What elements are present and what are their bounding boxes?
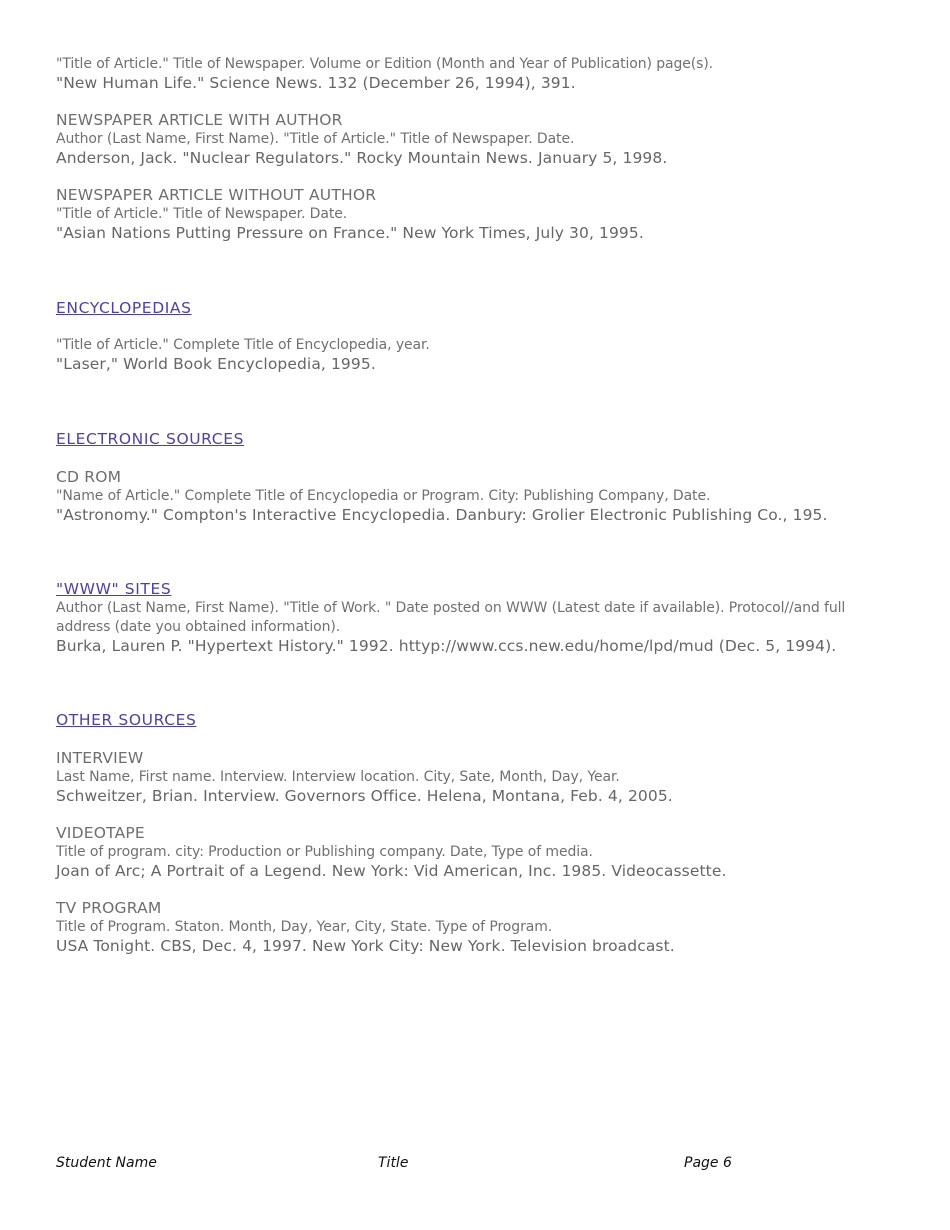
example-line: Schweitzer, Brian. Interview. Governors Office. Helena, Montana, Feb. 4, 2005. xyxy=(56,787,673,805)
electronic-sources-section xyxy=(56,430,886,449)
section-heading-encyclopedias: ENCYCLOPEDIAS xyxy=(56,299,192,317)
format-line: "Name of Article." Complete Title of Encyclopedia or Program. City: Publishing Company, Date. xyxy=(56,488,711,504)
footer-student-name: Student Name xyxy=(56,1155,157,1171)
videotape-entry xyxy=(56,824,886,881)
subheading: INTERVIEW xyxy=(56,749,144,767)
example-line: "New Human Life." Science News. 132 (December 26, 1994), 391. xyxy=(56,74,576,92)
subheading: VIDEOTAPE xyxy=(56,824,145,842)
section-heading-www-sites: "WWW" SITES xyxy=(56,580,172,598)
format-line: Author (Last Name, First Name). "Title of Work. " Date posted on WWW (Latest date if available). Protocol//and full address (date you obtained information). xyxy=(56,600,846,635)
format-line: "Title of Article." Title of Newspaper. Date. xyxy=(56,206,348,222)
newspaper-without-author-section xyxy=(56,186,886,243)
footer-page-number: Page 6 xyxy=(684,1155,732,1171)
newspaper-with-author-section xyxy=(56,111,886,168)
tv-program-entry xyxy=(56,899,886,956)
other-sources-section xyxy=(56,711,886,730)
footer-title: Title xyxy=(378,1155,409,1171)
section-heading-other-sources: OTHER SOURCES xyxy=(56,711,197,729)
cd-rom-entry xyxy=(56,468,886,525)
interview-entry xyxy=(56,749,886,806)
example-line: "Astronomy." Compton's Interactive Encyclopedia. Danbury: Grolier Electronic Publishing Co., 195. xyxy=(56,506,828,524)
encyclopedias-section xyxy=(56,299,886,318)
encyclopedias-entry xyxy=(56,336,886,374)
format-line: Author (Last Name, First Name). "Title of Article." Title of Newspaper. Date. xyxy=(56,131,575,147)
subheading: TV PROGRAM xyxy=(56,899,162,917)
example-line: Anderson, Jack. "Nuclear Regulators." Rocky Mountain News. January 5, 1998. xyxy=(56,149,668,167)
subheading: CD ROM xyxy=(56,468,122,486)
format-line: Last Name, First name. Interview. Interview location. City, Sate, Month, Day, Year. xyxy=(56,769,620,785)
section-heading-electronic-sources: ELECTRONIC SOURCES xyxy=(56,430,245,448)
example-line: "Laser," World Book Encyclopedia, 1995. xyxy=(56,355,376,373)
example-line: "Asian Nations Putting Pressure on France." New York Times, July 30, 1995. xyxy=(56,224,644,242)
format-line: "Title of Article." Complete Title of Encyclopedia, year. xyxy=(56,337,430,353)
example-line: Joan of Arc; A Portrait of a Legend. New York: Vid American, Inc. 1985. Videocassette. xyxy=(56,862,727,880)
subheading: NEWSPAPER ARTICLE WITHOUT AUTHOR xyxy=(56,186,377,204)
newspaper-no-author-top-section xyxy=(56,55,886,93)
format-line: Title of Program. Staton. Month, Day, Year, City, State. Type of Program. xyxy=(56,919,553,935)
subheading: NEWSPAPER ARTICLE WITH AUTHOR xyxy=(56,111,343,129)
www-sites-section xyxy=(56,580,886,656)
example-line: Burka, Lauren P. "Hypertext History." 1992. httyp://www.ccs.new.edu/home/lpd/mud (Dec. 5, 1994). xyxy=(56,637,837,655)
example-line: USA Tonight. CBS, Dec. 4, 1997. New York City: New York. Television broadcast. xyxy=(56,937,675,955)
format-line: "Title of Article." Title of Newspaper. Volume or Edition (Month and Year of Publication) page(s). xyxy=(56,56,714,72)
format-line: Title of program. city: Production or Publishing company. Date, Type of media. xyxy=(56,844,593,860)
